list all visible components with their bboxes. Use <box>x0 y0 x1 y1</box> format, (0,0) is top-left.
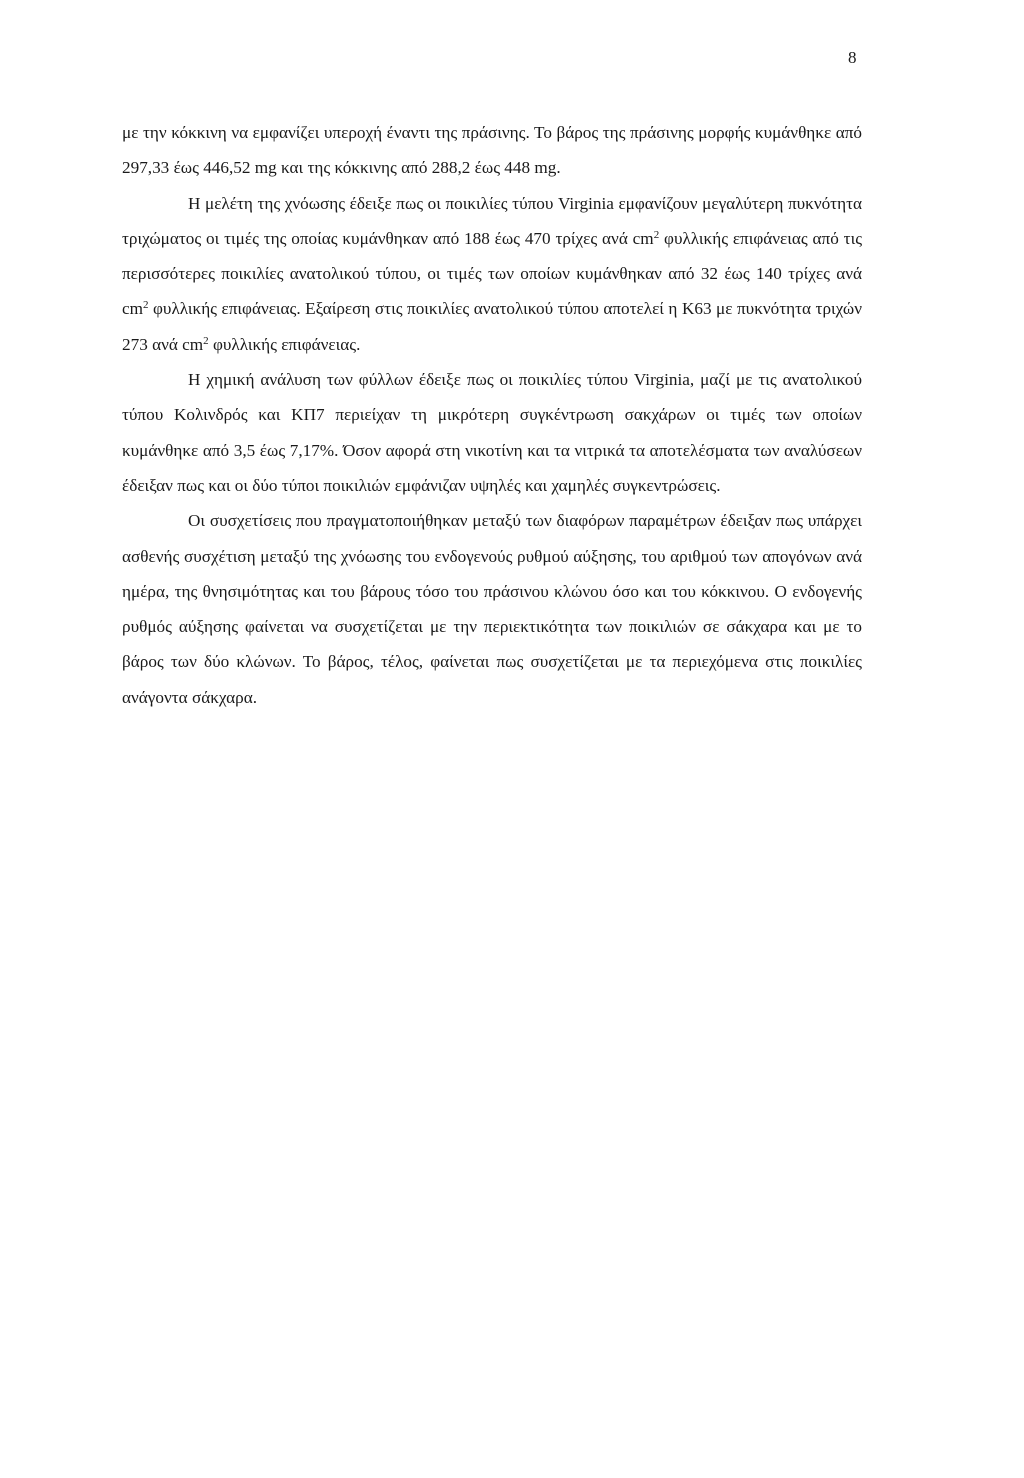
paragraph-2-part-3: φυλλικής επιφάνειας. Εξαίρεση στις ποικιλίες ανατολικού τύπου αποτελεί η Κ63 με πυκνότητα τριχών 273 ανά cm <box>122 299 862 354</box>
paragraph-1: με την κόκκινη να εμφανίζει υπεροχή έναντι της πράσινης. Το βάρος της πράσινης μορφής κυμάνθηκε από 297,33 έως 446,52 mg και της κόκκινης από 288,2 έως 448 mg. <box>122 123 862 178</box>
paragraph-2-part-4: φυλλικής επιφάνειας. <box>208 334 361 354</box>
body-text <box>122 115 862 715</box>
paragraph-2-part-2: φυλλικής επιφάνειας από τις περισσότερες ποικιλίες ανατολικού τύπου, οι τιμές των οποίων κυμάνθηκαν από 32 έως 140 τρίχες ανά cm <box>122 228 863 319</box>
page-number: 8 <box>848 48 857 67</box>
superscript-2: 2 <box>203 334 209 347</box>
superscript-2: 2 <box>653 228 660 241</box>
paragraph-4: Οι συσχετίσεις που πραγματοποιήθηκαν μεταξύ των διαφόρων παραμέτρων έδειξαν πως υπάρχει ασθενής συσχέτιση μεταξύ της χνόωσης του ενδογενούς ρυθμού αύξησης, του αριθμού των απογόνων ανά ημέρα, της θνησιμότητας και του βάρους τόσο του πράσινου κλώνου όσο και του κόκκινου. Ο ενδογενής ρυθμός αύξησης φαίνεται να συσχετίζεται με την περιεκτικότητα των ποικιλιών σε σάκχαρα και με το βάρος των δύο κλώνων. Το βάρος, τέλος, φαίνεται πως συσχετίζεται με τα περιεχόμενα στις ποικιλίες ανάγοντα σάκχαρα. <box>122 511 862 707</box>
paragraph-3: Η χημική ανάλυση των φύλλων έδειξε πως οι ποικιλίες τύπου Virginia, μαζί με τις ανατολικού τύπου Κολινδρός και ΚΠ7 περιείχαν τη μικρότερη συγκέντρωση σακχάρων οι τιμές των οποίων κυμάνθηκε από 3,5 έως 7,17%. Όσον αφορά στη νικοτίνη και τα νιτρικά τα αποτελέσματα των αναλύσεων έδειξαν πως και οι δύο τύποι ποικιλιών εμφάνιζαν υψηλές και χαμηλές συγκεντρώσεις. <box>122 370 862 495</box>
paragraph-2-part-1: Η μελέτη της χνόωσης έδειξε πως οι ποικιλίες τύπου Virginia εμφανίζουν μεγαλύτερη πυκνότητα τριχώματος οι τιμές της οποίας κυμάνθηκαν από 188 έως 470 τρίχες ανά cm <box>122 193 862 248</box>
paragraph-2 <box>122 186 862 362</box>
superscript-2: 2 <box>143 299 149 312</box>
